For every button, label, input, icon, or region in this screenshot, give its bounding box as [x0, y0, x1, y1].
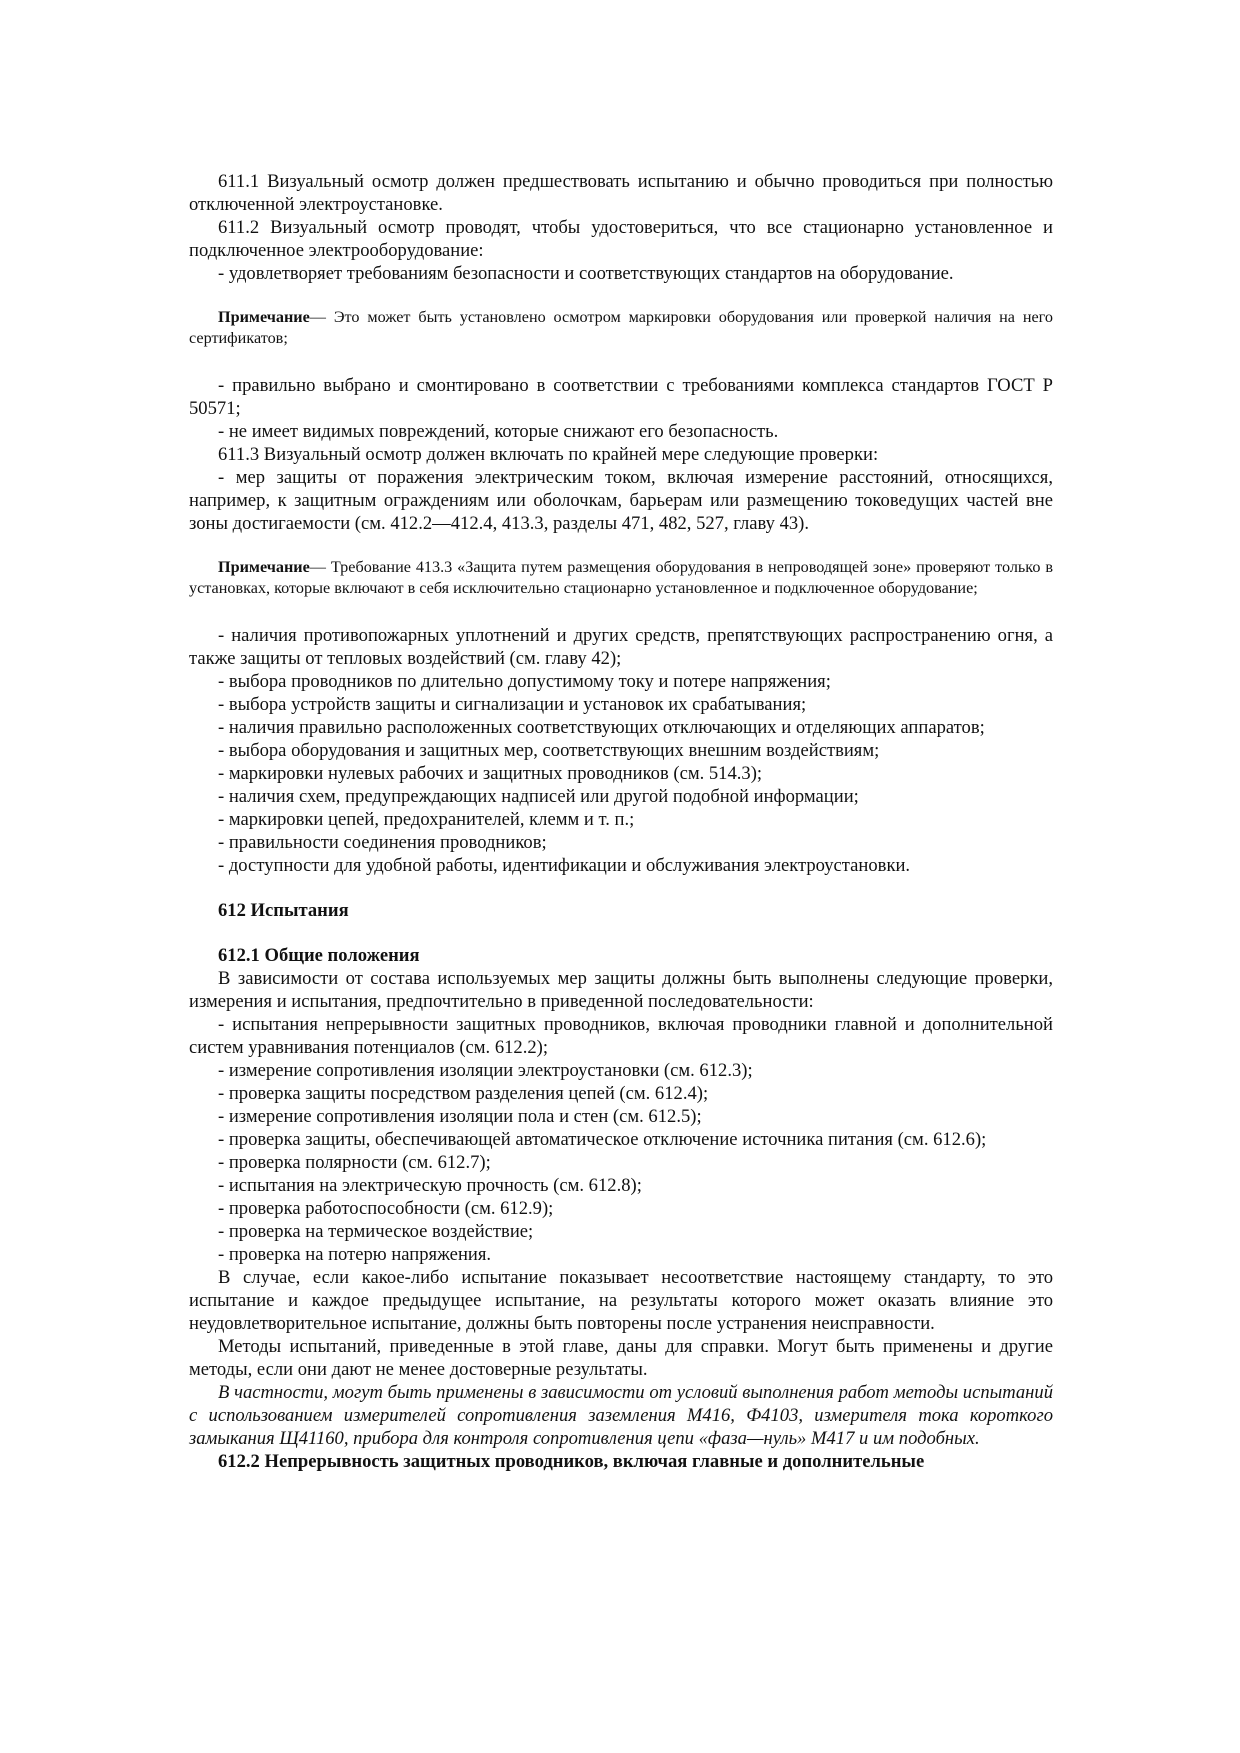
note-2-label: Примечание — [218, 558, 310, 576]
check-item: - наличия схем, предупреждающих надписей или другой подобной информации; — [218, 786, 859, 807]
check-item: - доступности для удобной работы, идентификации и обслуживания электроустановки. — [218, 855, 911, 876]
test-item: - проверка защиты посредством разделения цепей (см. 612.4); — [218, 1083, 709, 1104]
note-2 — [189, 557, 1053, 599]
check-item: - наличия правильно расположенных соответствующих отключающих и отделяющих аппаратов; — [218, 717, 985, 738]
note-1-text: — Это может быть установлено осмотром маркировки оборудования или проверкой наличия на него сертификатов; — [189, 308, 1053, 347]
test-item: - проверка полярности (см. 612.7); — [218, 1152, 491, 1173]
check-item: - наличия противопожарных уплотнений и других средств, препятствующих распространению огня, а также защиты от тепловых воздействий (см. главу 42); — [189, 625, 1053, 669]
check-item: - маркировки нулевых рабочих и защитных проводников (см. 514.3); — [218, 763, 763, 784]
paragraph-test-methods: Методы испытаний, приведенные в этой главе, даны для справки. Могут быть применены и другие методы, если они дают не менее достоверные результаты. — [189, 1336, 1053, 1380]
check-item: - правильности соединения проводников; — [218, 832, 547, 853]
note-2-text: — Требование 413.3 «Защита путем размещения оборудования в непроводящей зоне» проверяют только в установках, которые включают в себя исключительно стационарно установленное и подключенное оборудование; — [189, 558, 1053, 597]
test-item: - проверка на потерю напряжения. — [218, 1244, 492, 1265]
paragraph-installed-correctly: - правильно выбрано и смонтировано в соответствии с требованиями комплекса стандартов ГОСТ Р 50571; — [189, 375, 1053, 419]
test-item: - проверка на термическое воздействие; — [218, 1221, 534, 1242]
paragraph-611-3: 611.3 Визуальный осмотр должен включать по крайней мере следующие проверки: — [218, 444, 879, 465]
test-item: - проверка работоспособности (см. 612.9); — [218, 1198, 554, 1219]
check-item: - выбора устройств защиты и сигнализации и установок их срабатывания; — [218, 694, 807, 715]
section-heading-612: 612 Испытания — [218, 900, 349, 921]
test-item: - испытания на электрическую прочность (см. 612.8); — [218, 1175, 642, 1196]
test-item: - измерение сопротивления изоляции электроустановки (см. 612.3); — [218, 1060, 753, 1081]
note-1 — [189, 307, 1053, 349]
section-heading-612-1: 612.1 Общие положения — [218, 945, 420, 966]
paragraph-612-1-intro: В зависимости от состава используемых мер защиты должны быть выполнены следующие проверки, измерения и испытания, предпочтительно в приведенной последовательности: — [189, 968, 1053, 1012]
paragraph-611-1: 611.1 Визуальный осмотр должен предшествовать испытанию и обычно проводиться при полностью отключенной электроустановке. — [189, 171, 1053, 215]
check-item: - выбора проводников по длительно допустимому току и потере напряжения; — [218, 671, 831, 692]
paragraph-611-2: 611.2 Визуальный осмотр проводят, чтобы удостовериться, что все стационарно установленное и подключенное электрооборудование: — [189, 217, 1053, 261]
check-item: - выбора оборудования и защитных мер, соответствующих внешним воздействиям; — [218, 740, 880, 761]
test-item: - проверка защиты, обеспечивающей автоматическое отключение источника питания (см. 612.6); — [218, 1129, 987, 1150]
paragraph-shock-protection: - мер защиты от поражения электрическим током, включая измерение расстояний, относящихся, например, к защитным ограждениям или оболочкам, барьерам или размещению токоведущих частей вне зоны достигаемости (см. 412.2—412.4, 413.3, разделы 471, 482, 527, главу 43). — [189, 467, 1053, 534]
document-body — [189, 170, 1053, 1473]
check-item: - маркировки цепей, предохранителей, клемм и т. п.; — [218, 809, 635, 830]
note-1-label: Примечание — [218, 308, 310, 326]
paragraph-instruments-italic: В частности, могут быть применены в зависимости от условий выполнения работ методы испытаний с использованием измерителей сопротивления заземления М416, Ф4103, измерителя тока короткого замыкания Щ41160, прибора для контроля сопротивления цепи «фаза—нуль» М417 и им подобных. — [189, 1382, 1053, 1449]
paragraph-requirement-safety: - удовлетворяет требованиям безопасности и соответствующих стандартов на оборудование. — [218, 263, 954, 284]
paragraph-failed-test: В случае, если какое-либо испытание показывает несоответствие настоящему стандарту, то это испытание и каждое предыдущее испытание, на результаты которого может оказать влияние это неудовлетворительное испытание, должны быть повторены после устранения неисправности. — [189, 1267, 1053, 1334]
test-item: - измерение сопротивления изоляции пола и стен (см. 612.5); — [218, 1106, 702, 1127]
section-heading-612-2: 612.2 Непрерывность защитных проводников, включая главные и дополнительные — [218, 1451, 925, 1472]
test-item: - испытания непрерывности защитных проводников, включая проводники главной и дополнительной систем уравнивания потенциалов (см. 612.2); — [189, 1014, 1053, 1058]
paragraph-no-damage: - не имеет видимых повреждений, которые снижают его безопасность. — [218, 421, 779, 442]
